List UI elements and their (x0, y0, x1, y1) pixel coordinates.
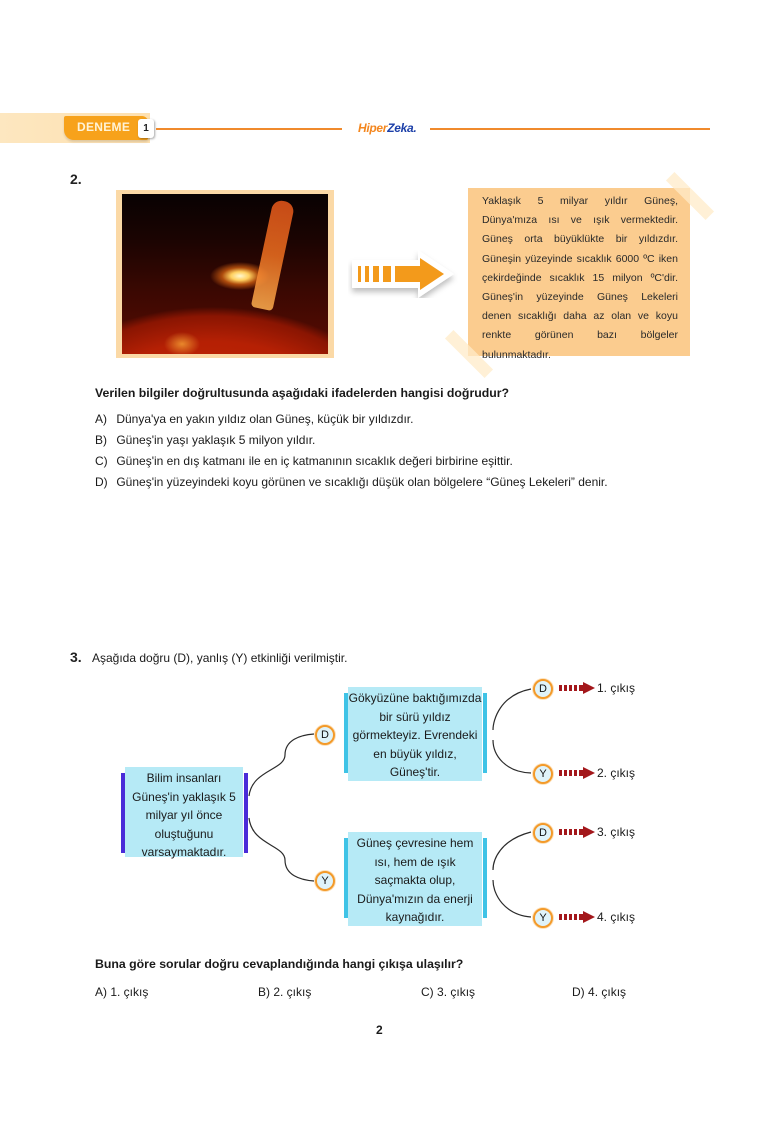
brand-part-2: Zeka. (387, 121, 417, 135)
exit-arrow-icon-4 (559, 911, 595, 923)
option-text: Güneş'in yaşı yaklaşık 5 milyon yıldır. (116, 433, 316, 447)
exit-arrow-icon-2 (559, 767, 595, 779)
question-3-stem: Buna göre sorular doğru cevaplandığında hangi çıkışa ulaşılır? (95, 957, 464, 971)
option-label: C) (421, 985, 434, 999)
option-text: 2. çıkış (273, 985, 312, 999)
option-label: C) (95, 454, 108, 468)
exit-label-1: 1. çıkış (597, 681, 636, 695)
start-card (125, 767, 243, 857)
option-text: 3. çıkış (437, 985, 476, 999)
deneme-tab-label: DENEME (77, 120, 131, 134)
question-2-number: 2. (70, 171, 82, 187)
q3-option-a[interactable] (95, 985, 148, 999)
true-card-bar-right (483, 693, 487, 773)
y-circle-2: Y (533, 764, 553, 784)
option-text: Güneş'in en dış katmanı ile en iç katmanının sıcaklık değeri birbirine eşittir. (116, 454, 513, 468)
info-text: Yaklaşık 5 milyar yıldır Güneş, Dünya'mıza ısı ve ışık vermektedir. Güneş orta büyüklükte bir yıldızdır. Güneşin yüzeyinde sıcaklık 6000 ºC iken çekirdeğinde sıcaklık 15 milyon ºC'dir. Güneş'in yüzeyinde Güneş Lekeleri denen sıcaklığı daha az olan ve koyu renkte görünen bazı bölgeler bulunmaktadır. (482, 195, 678, 361)
start-card-text: Bilim insanları Güneş'in yaklaşık 5 milyar yıl önce oluştuğunu varsaymaktadır. (132, 771, 236, 859)
false-card-bar-left (344, 838, 348, 918)
start-card-bar-right (244, 773, 248, 853)
option-label: B) (95, 433, 107, 447)
question-3-intro: Aşağıda doğru (D), yanlış (Y) etkinliği verilmiştir. (92, 651, 348, 665)
connector-bottom-to-d (493, 832, 531, 870)
q3-option-c[interactable] (421, 985, 475, 999)
question-2-stem: Verilen bilgiler doğrultusunda aşağıdaki ifadelerden hangisi doğrudur? (95, 386, 510, 400)
page-number: 2 (376, 1023, 383, 1037)
d-circle-3: D (533, 823, 553, 843)
d-circle-1: D (315, 725, 335, 745)
false-branch-card (348, 832, 482, 926)
exit-label-2: 2. çıkış (597, 766, 636, 780)
deneme-number-badge: 1 (138, 119, 154, 138)
true-branch-card (348, 687, 482, 781)
connector-start-to-d (249, 734, 314, 796)
exit-arrow-icon-1 (559, 682, 595, 694)
option-label: B) (258, 985, 270, 999)
option-text: 1. çıkış (110, 985, 149, 999)
start-card-bar-left (121, 773, 125, 853)
q3-option-d[interactable] (572, 985, 626, 999)
q3-option-b[interactable] (258, 985, 311, 999)
false-card-bar-right (483, 838, 487, 918)
connector-top-to-d (493, 689, 531, 730)
option-text: 4. çıkış (588, 985, 627, 999)
option-label: D) (95, 475, 108, 489)
y-circle-3: Y (533, 908, 553, 928)
option-label: A) (95, 985, 107, 999)
true-card-bar-left (344, 693, 348, 773)
question-3-number: 3. (70, 649, 82, 665)
y-circle-1: Y (315, 871, 335, 891)
brand-part-1: Hiper (358, 121, 388, 135)
option-text: Güneş'in yüzeyindeki koyu görünen ve sıcaklığı düşük olan bölgelere “Güneş Lekeleri” denir. (116, 475, 608, 489)
exit-arrow-icon-3 (559, 826, 595, 838)
connector-start-to-y (249, 818, 314, 881)
connector-bottom-to-y (493, 880, 531, 917)
d-circle-2: D (533, 679, 553, 699)
option-label: D) (572, 985, 585, 999)
exit-label-4: 4. çıkış (597, 910, 636, 924)
option-label: A) (95, 412, 107, 426)
exit-label-3: 3. çıkış (597, 825, 636, 839)
connector-top-to-y (493, 740, 531, 773)
option-text: Dünya'ya en yakın yıldız olan Güneş, küçük bir yıldızdır. (116, 412, 414, 426)
true-branch-text: Gökyüzüne baktığımızda bir sürü yıldız görmekteyiz. Evrendeki en büyük yıldız, Güneş'tir. (348, 691, 482, 779)
false-branch-text: Güneş çevresine hem ısı, hem de ışık saçmakta olup, Dünya'mızın da enerji kaynağıdır. (356, 836, 474, 924)
